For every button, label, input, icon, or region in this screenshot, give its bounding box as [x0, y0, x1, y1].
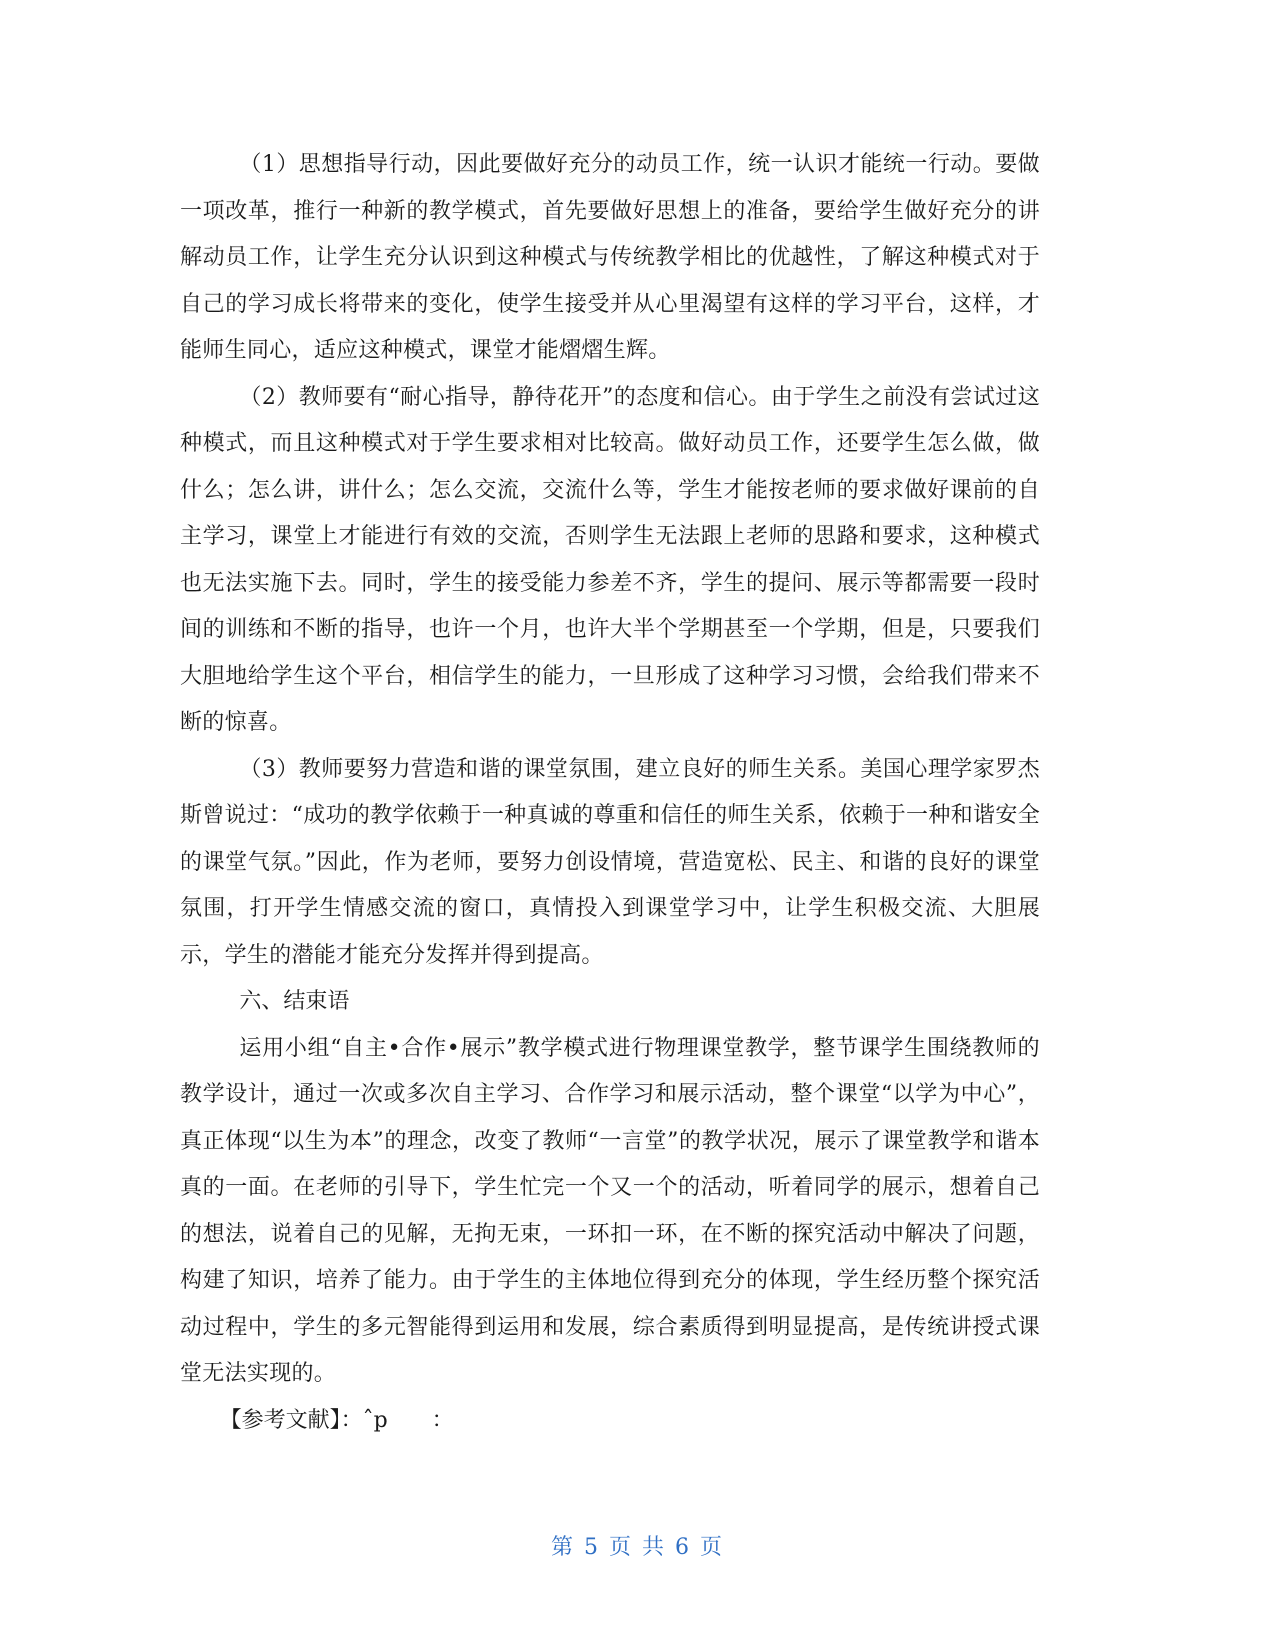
page-footer [0, 1530, 1275, 1561]
references-line: 【参考文献】：ˆp ： [219, 1407, 454, 1433]
section-heading: 六、结束语 [239, 989, 350, 1014]
paragraph-1: （1）思想指导行动，因此要做好充分的动员工作，统一认识才能统一行动。要做一项改革，推行一种新的教学模式，首先要做好思想上的准备，要给学生做好充分的讲解动员工作，让学生充分认识到这种模式与传统教学相比的优越性，了解这种模式对于自己的学习成长将带来的变化，使学生接受并从心里渴望有这样的学习平台，这样，才能师生同心，适应这种模式，课堂才能熠熠生辉。 [180, 152, 1040, 363]
paragraph-2: （2）教师要有“耐心指导，静待花开”的态度和信心。由于学生之前没有尝试过这种模式，而且这种模式对于学生要求相对比较高。做好动员工作，还要学生怎么做，做什么；怎么讲，讲什么；怎么交流，交流什么等，学生才能按老师的要求做好课前的自主学习，课堂上才能进行有效的交流，否则学生无法跟上老师的思路和要求，这种模式也无法实施下去。同时，学生的接受能力参差不齐，学生的提问、展示等都需要一段时间的训练和不断的指导，也许一个月，也许大半个学期甚至一个学期，但是，只要我们大胆地给学生这个平台，相信学生的能力，一旦形成了这种学习习惯，会给我们带来不断的惊喜。 [180, 384, 1040, 735]
paragraph-3: （3）教师要努力营造和谐的课堂氛围，建立良好的师生关系。美国心理学家罗杰斯曾说过：“成功的教学依赖于一种真诚的尊重和信任的师生关系，依赖于一种和谐安全的课堂气氛。”因此，作为老师，要努力创设情境，营造宽松、民主、和谐的良好的课堂氛围，打开学生情感交流的窗口，真情投入到课堂学习中，让学生积极交流、大胆展示，学生的潜能才能充分发挥并得到提高。 [180, 756, 1040, 968]
document-body [180, 142, 1040, 1444]
page-number: 第 5 页 共 6 页 [551, 1535, 724, 1560]
conclusion-paragraph: 运用小组“自主•合作•展示”教学模式进行物理课堂教学，整节课学生围绕教师的教学设计，通过一次或多次自主学习、合作学习和展示活动，整个课堂“以学为中心”，真正体现“以生为本”的理念，改变了教师“一言堂”的教学状况，展示了课堂教学和谐本真的一面。在老师的引导下，学生忙完一个又一个的活动，听着同学的展示，想着自己的想法，说着自己的见解，无拘无束，一环扣一环，在不断的探究活动中解决了问题，构建了知识，培养了能力。由于学生的主体地位得到充分的体现，学生经历整个探究活动过程中，学生的多元智能得到运用和发展，综合素质得到明显提高，是传统讲授式课堂无法实现的。 [180, 1035, 1040, 1386]
